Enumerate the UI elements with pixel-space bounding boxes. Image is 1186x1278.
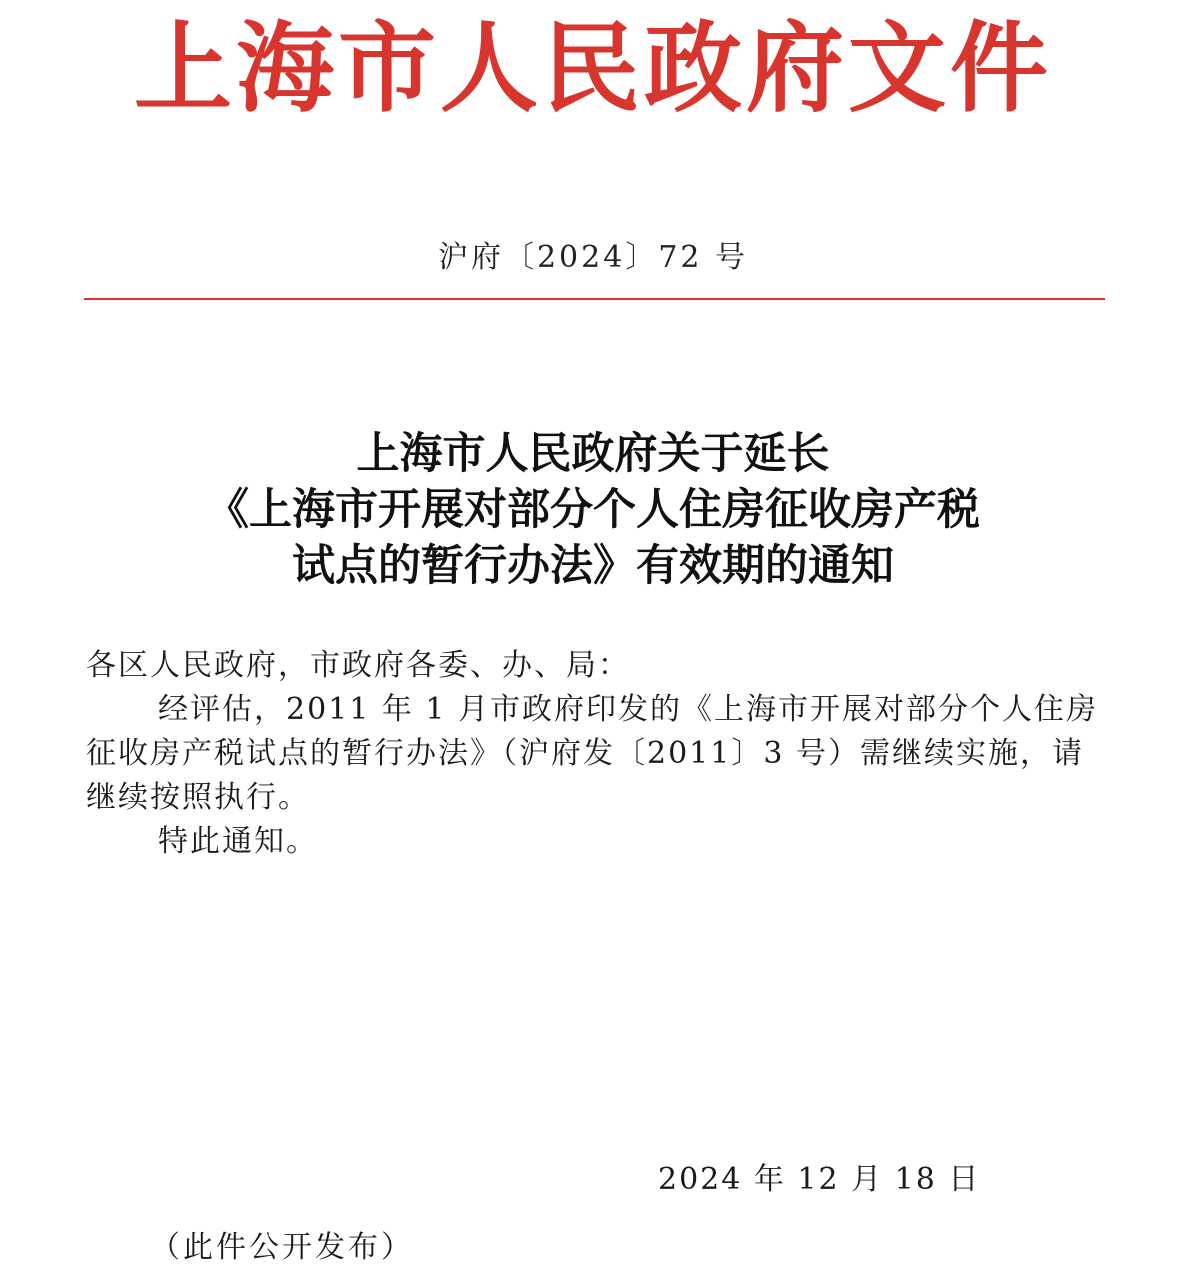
title-line-2: 《上海市开展对部分个人住房征收房产税 [206,485,980,535]
document-body [86,644,1106,864]
red-divider-line [84,298,1105,300]
publication-note: （此件公开发布） [150,1230,414,1265]
document-title [0,426,1186,594]
body-paragraph: 经评估，2011 年 1 月市政府印发的《上海市开展对部分个人住房征收房产税试点的暂行办法》（沪府发〔2011〕3 号）需继续实施，请继续按照执行。 [86,692,1099,815]
salutation: 各区人民政府，市政府各委、办、局： [86,648,630,683]
closing-line: 特此通知。 [158,824,318,859]
title-line-1: 上海市人民政府关于延长 [356,429,830,479]
document-masthead: 上海市人民政府文件 [133,11,1052,126]
title-line-3: 试点的暂行办法》有效期的通知 [292,541,894,591]
document-number: 沪府〔2024〕72 号 [437,240,749,275]
issue-date: 2024 年 12 月 18 日 [658,1162,981,1197]
